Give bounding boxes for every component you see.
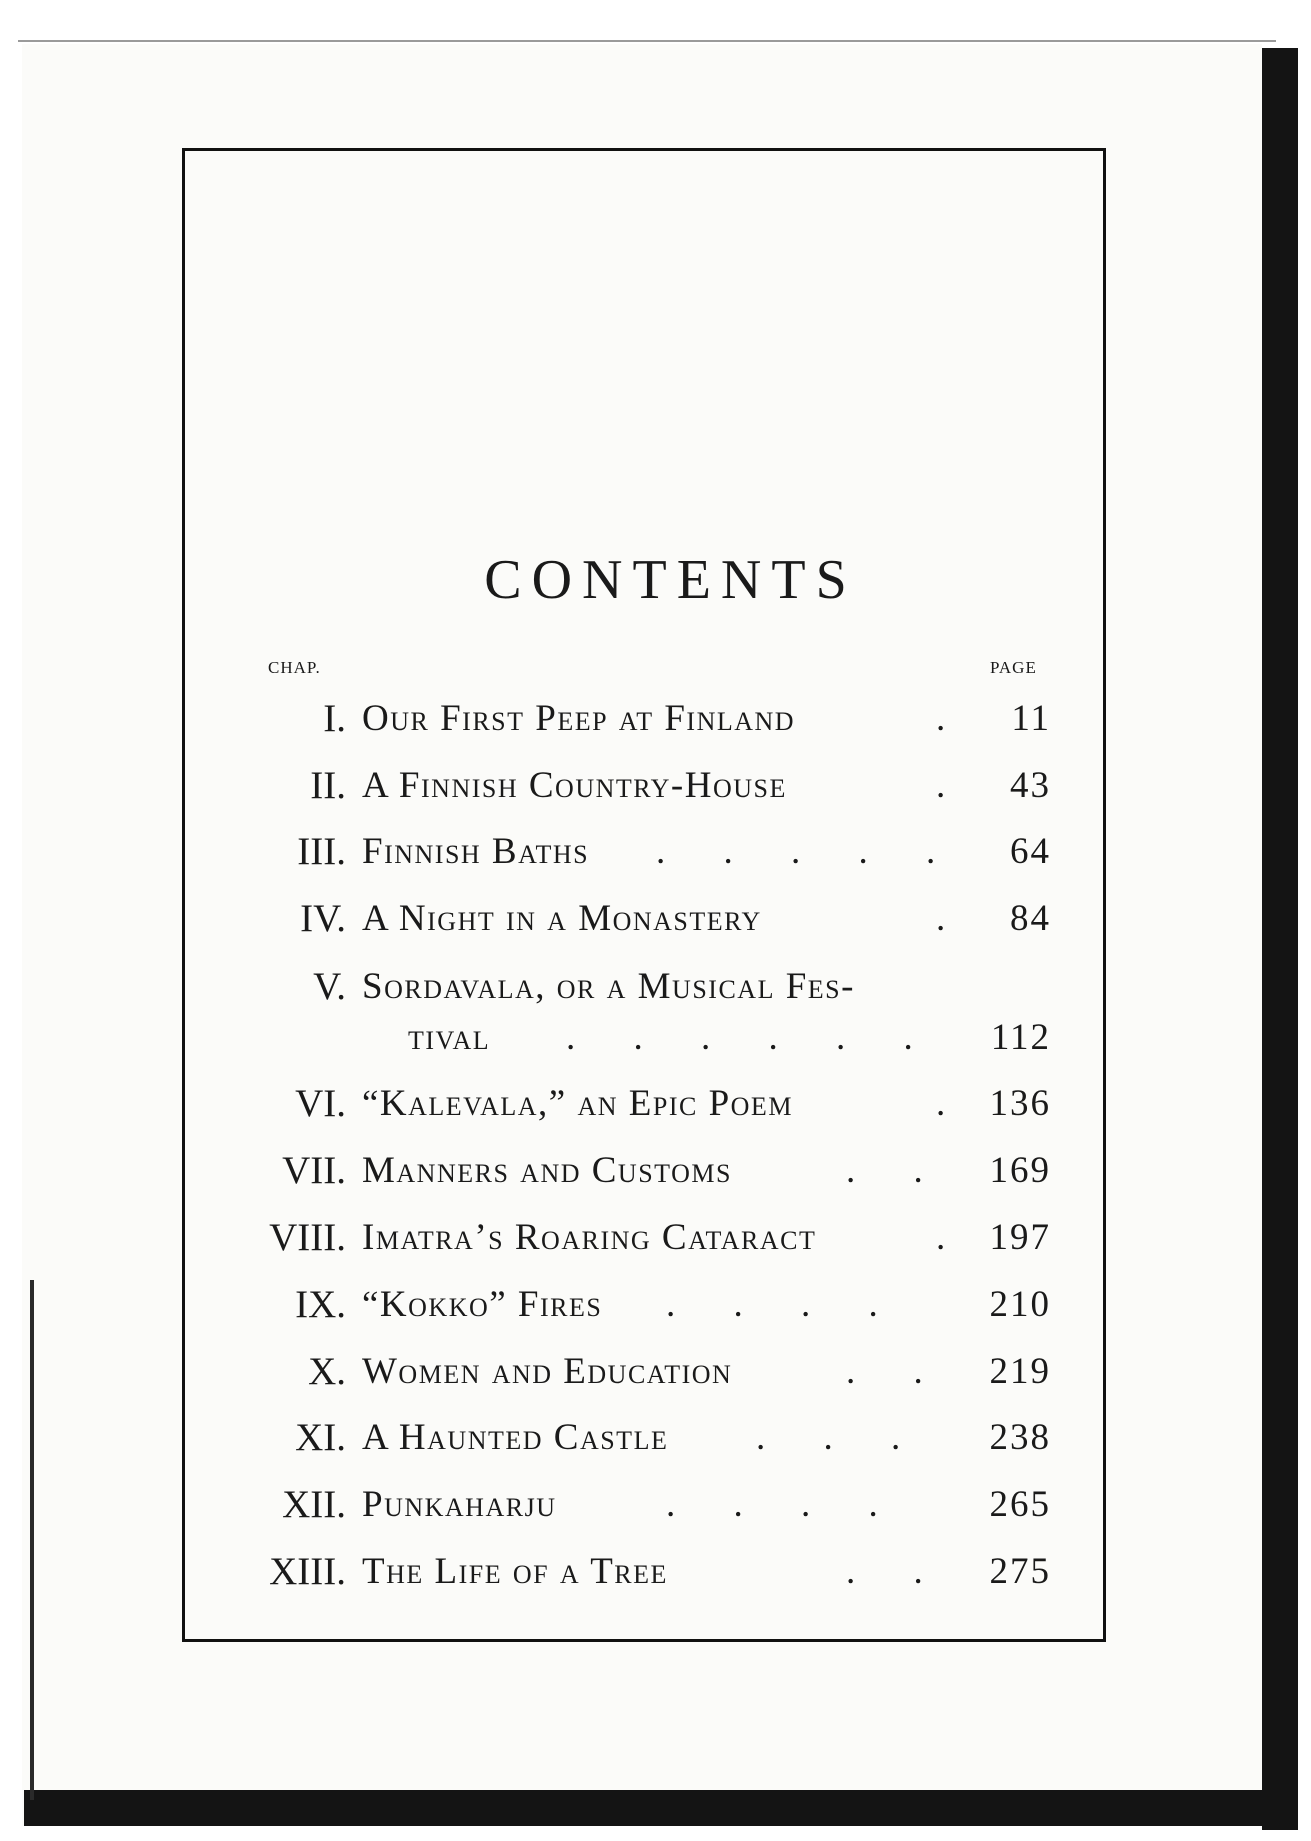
page-number: 210 <box>989 1284 1051 1325</box>
chapter-numeral: II. <box>310 764 346 807</box>
page-number: 265 <box>989 1484 1051 1525</box>
chapter-title: Finnish Baths <box>362 831 590 872</box>
chapter-title: “Kalevala,” an Epic Poem <box>362 1083 793 1124</box>
page-column-header: PAGE <box>990 658 1037 677</box>
dot-leader: . <box>936 698 948 739</box>
chapter-title: Imatra’s Roaring Cataract <box>362 1217 817 1258</box>
chapter-numeral: V. <box>313 965 346 1008</box>
page-number: 112 <box>990 1017 1051 1058</box>
chapter-title: A Finnish Country-House <box>362 765 787 806</box>
toc-entry-1 <box>0 694 1311 744</box>
toc-entry-5 <box>0 962 1311 1012</box>
page-number: 84 <box>1010 898 1051 939</box>
page-number: 169 <box>989 1150 1051 1191</box>
chapter-title: Women and Education <box>362 1351 733 1392</box>
toc-entry-13 <box>0 1547 1311 1597</box>
chapter-title: Punkaharju <box>362 1484 557 1525</box>
page-title: CONTENTS <box>484 549 857 611</box>
chapter-numeral: XII. <box>282 1483 346 1526</box>
chapter-numeral: XIII. <box>269 1550 346 1593</box>
toc-entry-11 <box>0 1413 1311 1463</box>
chapter-numeral: X. <box>308 1350 346 1393</box>
chapter-title-continuation: tival <box>408 1017 491 1058</box>
dot-leader: . . <box>846 1351 925 1392</box>
chapter-title: “Kokko” Fires <box>362 1284 603 1325</box>
dot-leader: . . <box>846 1551 925 1592</box>
toc-entry-6 <box>0 1079 1311 1129</box>
chapter-title: Our First Peep at Finland <box>362 698 796 739</box>
chapter-numeral: VIII. <box>269 1216 346 1259</box>
chapter-numeral: I. <box>323 697 346 740</box>
chapter-title: Sordavala, or a Musical Fes- <box>362 966 855 1007</box>
toc-entry-7 <box>0 1146 1311 1196</box>
page-number: 197 <box>989 1217 1051 1258</box>
dot-leader: . <box>936 765 948 806</box>
toc-entry-4 <box>0 894 1311 944</box>
toc-entry-2 <box>0 761 1311 811</box>
page-number: 275 <box>989 1551 1051 1592</box>
toc-entry-12 <box>0 1480 1311 1530</box>
chapter-numeral: VI. <box>295 1082 346 1125</box>
chapter-title: Manners and Customs <box>362 1150 732 1191</box>
dot-leader: . . <box>846 1150 925 1191</box>
dot-leader: . . . . <box>666 1284 880 1325</box>
chapter-title: A Night in a Monastery <box>362 898 762 939</box>
dot-leader: . . . . . . <box>566 1017 915 1058</box>
dot-leader: . . . <box>756 1417 903 1458</box>
chapter-title: The Life of a Tree <box>362 1551 668 1592</box>
chapter-column-header: CHAP. <box>268 658 321 677</box>
page-number: 11 <box>1011 698 1051 739</box>
dot-leader: . . . . <box>666 1484 880 1525</box>
toc-entry-5-continued <box>0 1013 1311 1063</box>
page-number: 238 <box>989 1417 1051 1458</box>
dot-leader: . . . . . <box>656 831 938 872</box>
chapter-numeral: XI. <box>295 1416 346 1459</box>
chapter-title: A Haunted Castle <box>362 1417 669 1458</box>
chapter-numeral: VII. <box>282 1149 346 1192</box>
chapter-numeral: IV. <box>300 897 346 940</box>
page-number: 219 <box>989 1351 1051 1392</box>
toc-entry-9 <box>0 1280 1311 1330</box>
page-number: 43 <box>1010 765 1051 806</box>
page-number: 64 <box>1010 831 1051 872</box>
toc-entry-10 <box>0 1347 1311 1397</box>
dot-leader: . <box>936 1083 948 1124</box>
toc-entry-3 <box>0 827 1311 877</box>
dot-leader: . <box>936 1217 948 1258</box>
chapter-numeral: III. <box>297 830 346 873</box>
page-number: 136 <box>989 1083 1051 1124</box>
toc-entry-8 <box>0 1213 1311 1263</box>
chapter-numeral: IX. <box>295 1283 346 1326</box>
dot-leader: . <box>936 898 948 939</box>
